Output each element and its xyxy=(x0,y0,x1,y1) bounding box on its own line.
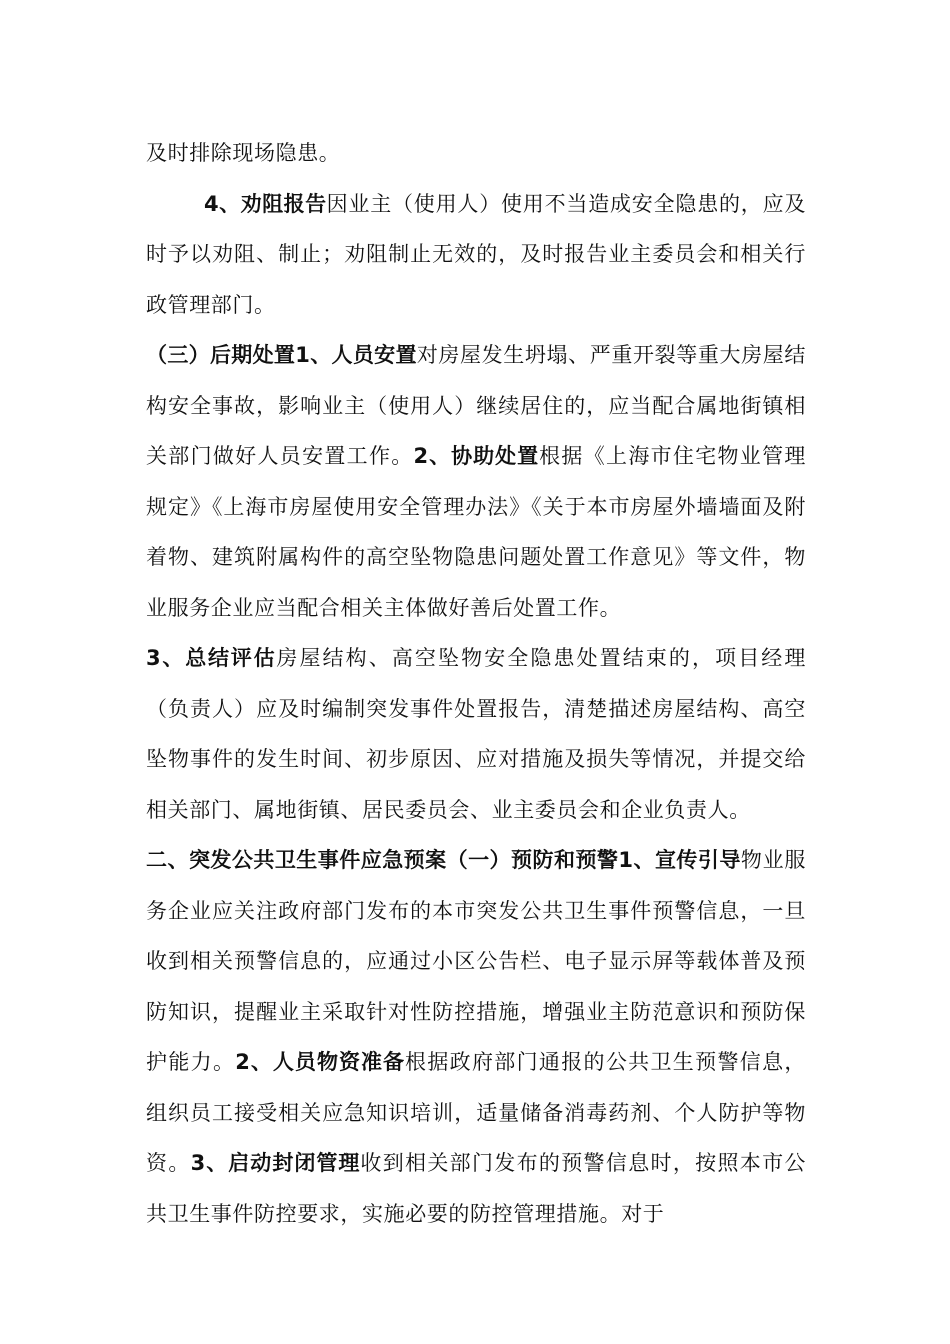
document-body xyxy=(146,128,806,1239)
section-heading: （一）预防和预警 xyxy=(446,848,619,872)
paragraph-text: 根据政府部门通报的公共卫生预警信息，组织员工接受相关应急知识培训，适量储备消毒药剂、个人防护等物资。 xyxy=(146,1050,806,1175)
paragraph-1 xyxy=(146,128,806,179)
section-heading: 4、劝阻报告 xyxy=(204,191,327,216)
section-heading: （三）后期处置 xyxy=(146,343,296,367)
paragraph-4 xyxy=(146,633,806,835)
paragraph-text: 及时排除现场隐患。 xyxy=(146,141,341,165)
paragraph-text: 物业服务企业应关注政府部门发布的本市突发公共卫生事件预警信息，一旦收到相关预警信息的，应通过小区公告栏、电子显示屏等载体普及预防知识，提醒业主采取针对性防控措施，增强业主防范意识和预防保护能力。 xyxy=(146,848,806,1074)
section-heading: 3、总结评估 xyxy=(146,646,277,670)
paragraph-3 xyxy=(146,330,806,633)
paragraph-text: 因业主（使用人）使用不当造成安全隐患的，应及时予以劝阻、制止；劝阻制止无效的，及时报告业主委员会和相关行政管理部门。 xyxy=(146,191,806,317)
chapter-heading: 二、突发公共卫生事件应急预案 xyxy=(146,848,447,872)
paragraph-2 xyxy=(146,179,806,331)
section-heading: 1、宣传引导 xyxy=(618,848,741,872)
paragraph-text: 房屋结构、高空坠物安全隐患处置结束的，项目经理（负责人）应及时编制突发事件处置报告，清楚描述房屋结构、高空坠物事件的发生时间、初步原因、应对措施及损失等情况，并提交给相关部门、属地街镇、居民委员会、业主委员会和企业负责人。 xyxy=(146,646,806,822)
section-heading: 2、人员物资准备 xyxy=(235,1050,406,1074)
paragraph-5 xyxy=(146,835,806,1239)
paragraph-text: 根据《上海市住宅物业管理规定》《上海市房屋使用安全管理办法》《关于本市房屋外墙墙面及附着物、建筑附属构件的高空坠物隐患问题处置工作意见》等文件，物业服务企业应当配合相关主体做好善后处置工作。 xyxy=(146,444,806,620)
paragraph-text: 对房屋发生坍塌、严重开裂等重大房屋结构安全事故，影响业主（使用人）继续居住的，应当配合属地街镇相关部门做好人员安置工作。 xyxy=(146,343,806,468)
section-heading: 2、协助处置 xyxy=(413,444,540,468)
section-heading: 3、启动封闭管理 xyxy=(190,1151,361,1175)
section-heading: 1、人员安置 xyxy=(295,343,417,367)
paragraph-text: 收到相关部门发布的预警信息时，按照本市公共卫生事件防控要求，实施必要的防控管理措施。对于 xyxy=(146,1151,807,1226)
